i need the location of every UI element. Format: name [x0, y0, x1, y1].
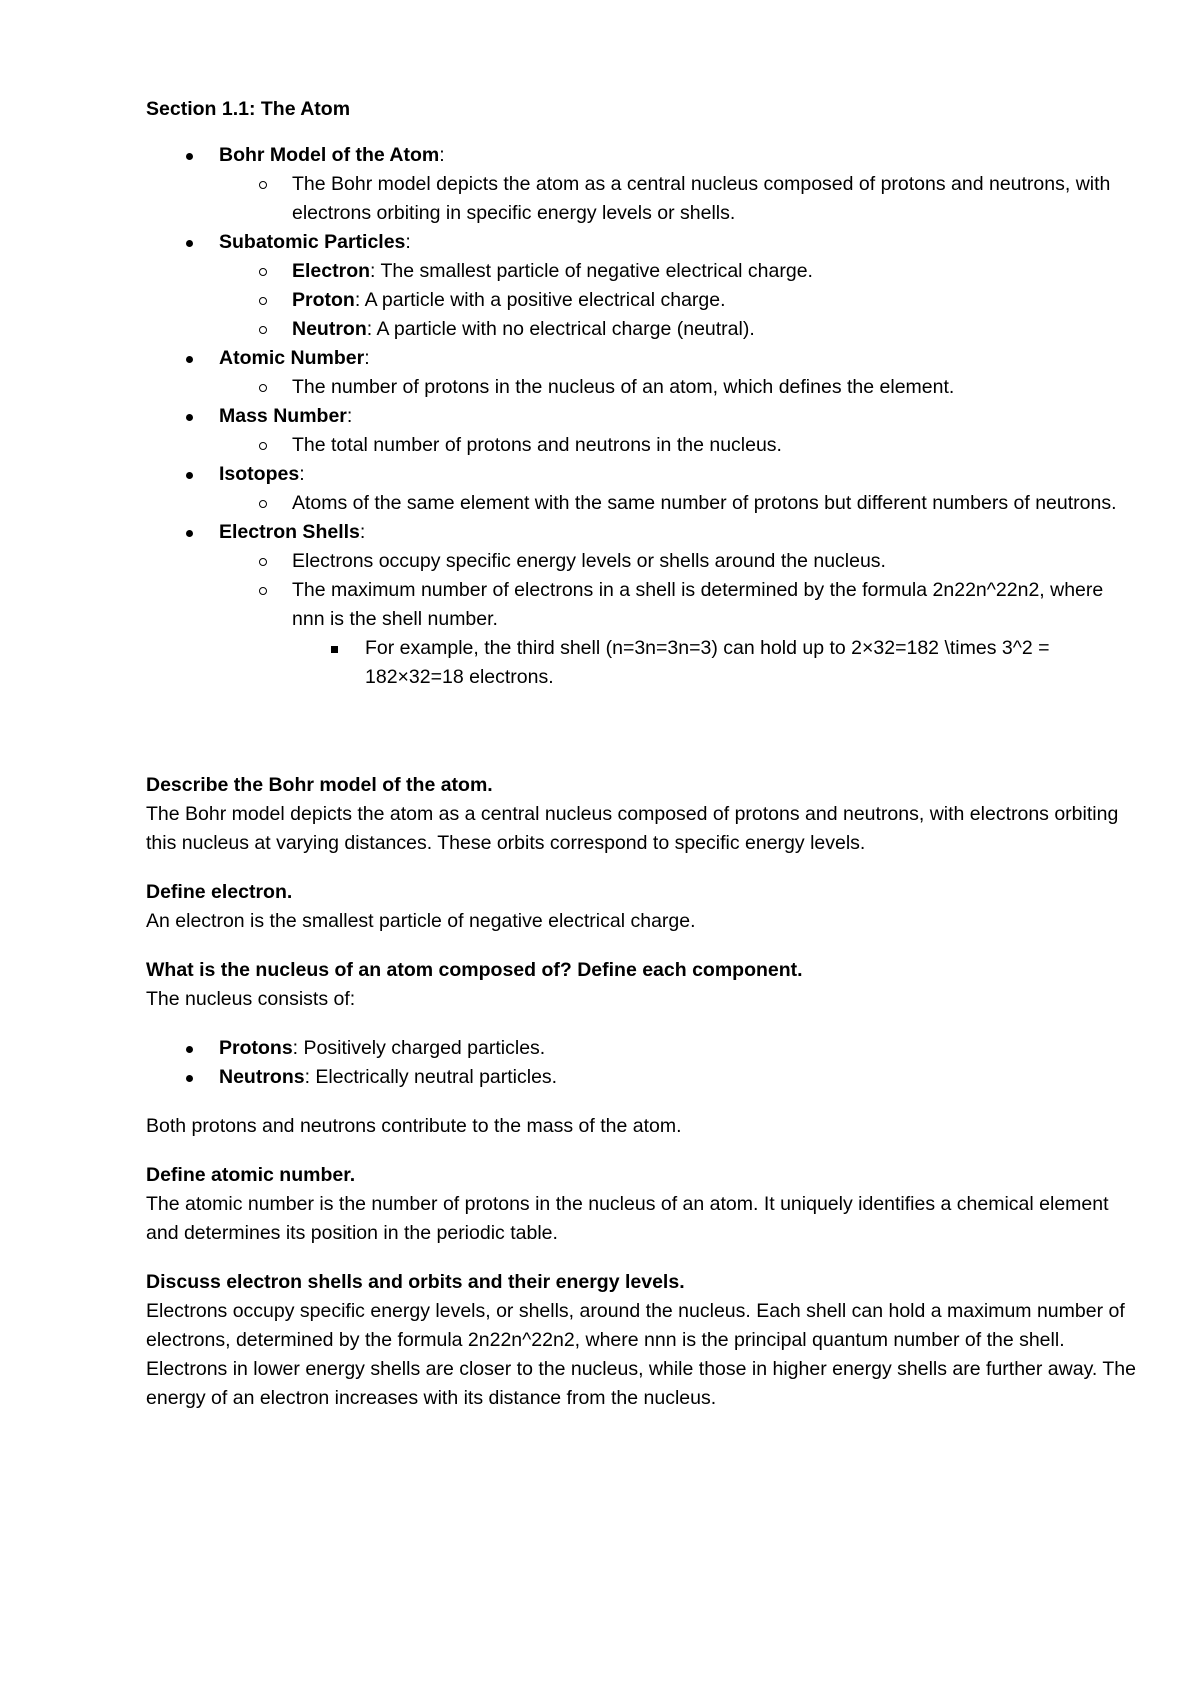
outline-subitem-proton: Proton: A particle with a positive electrical charge.	[219, 286, 1136, 315]
outline-item-mass-number: Mass Number: The total number of protons and neutrons in the nucleus.	[146, 402, 1136, 460]
question-heading: Discuss electron shells and orbits and their energy levels.	[146, 1271, 685, 1293]
qa-block-electron-shells	[146, 1268, 1136, 1413]
question-heading: Describe the Bohr model of the atom.	[146, 774, 493, 796]
outline-subitem: Electrons occupy specific energy levels or shells around the nucleus.	[219, 547, 1136, 576]
outline-subitem: The Bohr model depicts the atom as a central nucleus composed of protons and neutrons, with electrons orbiting in specific energy levels or shells.	[219, 170, 1136, 228]
outline-term: Subatomic Particles	[219, 231, 406, 253]
outline-item-electron-shells: Electron Shells: Electrons occupy specific energy levels or shells around the nucleus. The maximum number of electrons in a shell is determined by the formula 2n22n^22n2, where nnn is the shell number. For example, the third shell (n=3n=3n=3) can hold up to 2×32=182 \times 3^2 = 182×32=18 electrons.	[146, 518, 1136, 692]
outline-term: Electron Shells	[219, 521, 360, 543]
outline-item-atomic-number: Atomic Number: The number of protons in the nucleus of an atom, which defines the element.	[146, 344, 1136, 402]
outline-subitem-neutron: Neutron: A particle with no electrical charge (neutral).	[219, 315, 1136, 344]
question-heading: Define atomic number.	[146, 1164, 356, 1186]
outline-term: Isotopes	[219, 463, 300, 485]
answer-text: The atomic number is the number of protons in the nucleus of an atom. It uniquely identifies a chemical element and determines its position in the periodic table.	[146, 1193, 1109, 1244]
outline-item-subatomic: Subatomic Particles: Electron: The smallest particle of negative electrical charge. Proton: A particle with a positive electrical charge. Neutron: A particle with no electrical charge (neutral).	[146, 228, 1136, 344]
document-page	[146, 95, 1136, 1433]
outline-subitem: The total number of protons and neutrons in the nucleus.	[219, 431, 1136, 460]
outline-list	[146, 141, 1136, 692]
answer-text: The nucleus consists of:	[146, 988, 356, 1010]
question-heading: What is the nucleus of an atom composed of? Define each component.	[146, 959, 803, 981]
qa-block-bohr	[146, 771, 1136, 858]
outline-term: Mass Number	[219, 405, 347, 427]
outline-subitem-electron: Electron: The smallest particle of negative electrical charge.	[219, 257, 1136, 286]
answer-text: Both protons and neutrons contribute to the mass of the atom.	[146, 1115, 682, 1137]
outline-item-isotopes: Isotopes: Atoms of the same element with the same number of protons but different numbers of neutrons.	[146, 460, 1136, 518]
answer-text: An electron is the smallest particle of negative electrical charge.	[146, 910, 696, 932]
qa-block-atomic-number	[146, 1161, 1136, 1248]
outline-term: Atomic Number	[219, 347, 365, 369]
outline-term: Bohr Model of the Atom	[219, 144, 440, 166]
section-title: Section 1.1: The Atom	[146, 98, 351, 120]
outline-subitem: The number of protons in the nucleus of an atom, which defines the element.	[219, 373, 1136, 402]
question-heading: Define electron.	[146, 881, 293, 903]
answer-text: The Bohr model depicts the atom as a central nucleus composed of protons and neutrons, with electrons orbiting this nucleus at varying distances. These orbits correspond to specific energy levels.	[146, 803, 1119, 854]
qa-block-nucleus	[146, 956, 1136, 1141]
outline-subitem: Atoms of the same element with the same number of protons but different numbers of neutrons.	[219, 489, 1136, 518]
outline-subitem: The maximum number of electrons in a shell is determined by the formula 2n22n^22n2, where nnn is the shell number. For example, the third shell (n=3n=3n=3) can hold up to 2×32=182 \times 3^2 = 182×32=18 electrons.	[219, 576, 1136, 692]
list-item-protons: Protons: Positively charged particles.	[146, 1034, 1136, 1063]
nucleus-component-list	[146, 1034, 1136, 1092]
outline-example: For example, the third shell (n=3n=3n=3) can hold up to 2×32=182 \times 3^2 = 182×32=18 electrons.	[292, 634, 1136, 692]
answer-text: Electrons occupy specific energy levels, or shells, around the nucleus. Each shell can hold a maximum number of electrons, determined by the formula 2n22n^22n2, where nnn is the principal quantum number of the shell. Electrons in lower energy shells are closer to the nucleus, while those in higher energy shells are further away. The energy of an electron increases with its distance from the nucleus.	[146, 1300, 1136, 1409]
qa-block-electron	[146, 878, 1136, 936]
list-item-neutrons: Neutrons: Electrically neutral particles.	[146, 1063, 1136, 1092]
outline-item-bohr: Bohr Model of the Atom: The Bohr model depicts the atom as a central nucleus composed of protons and neutrons, with electrons orbiting in specific energy levels or shells.	[146, 141, 1136, 228]
